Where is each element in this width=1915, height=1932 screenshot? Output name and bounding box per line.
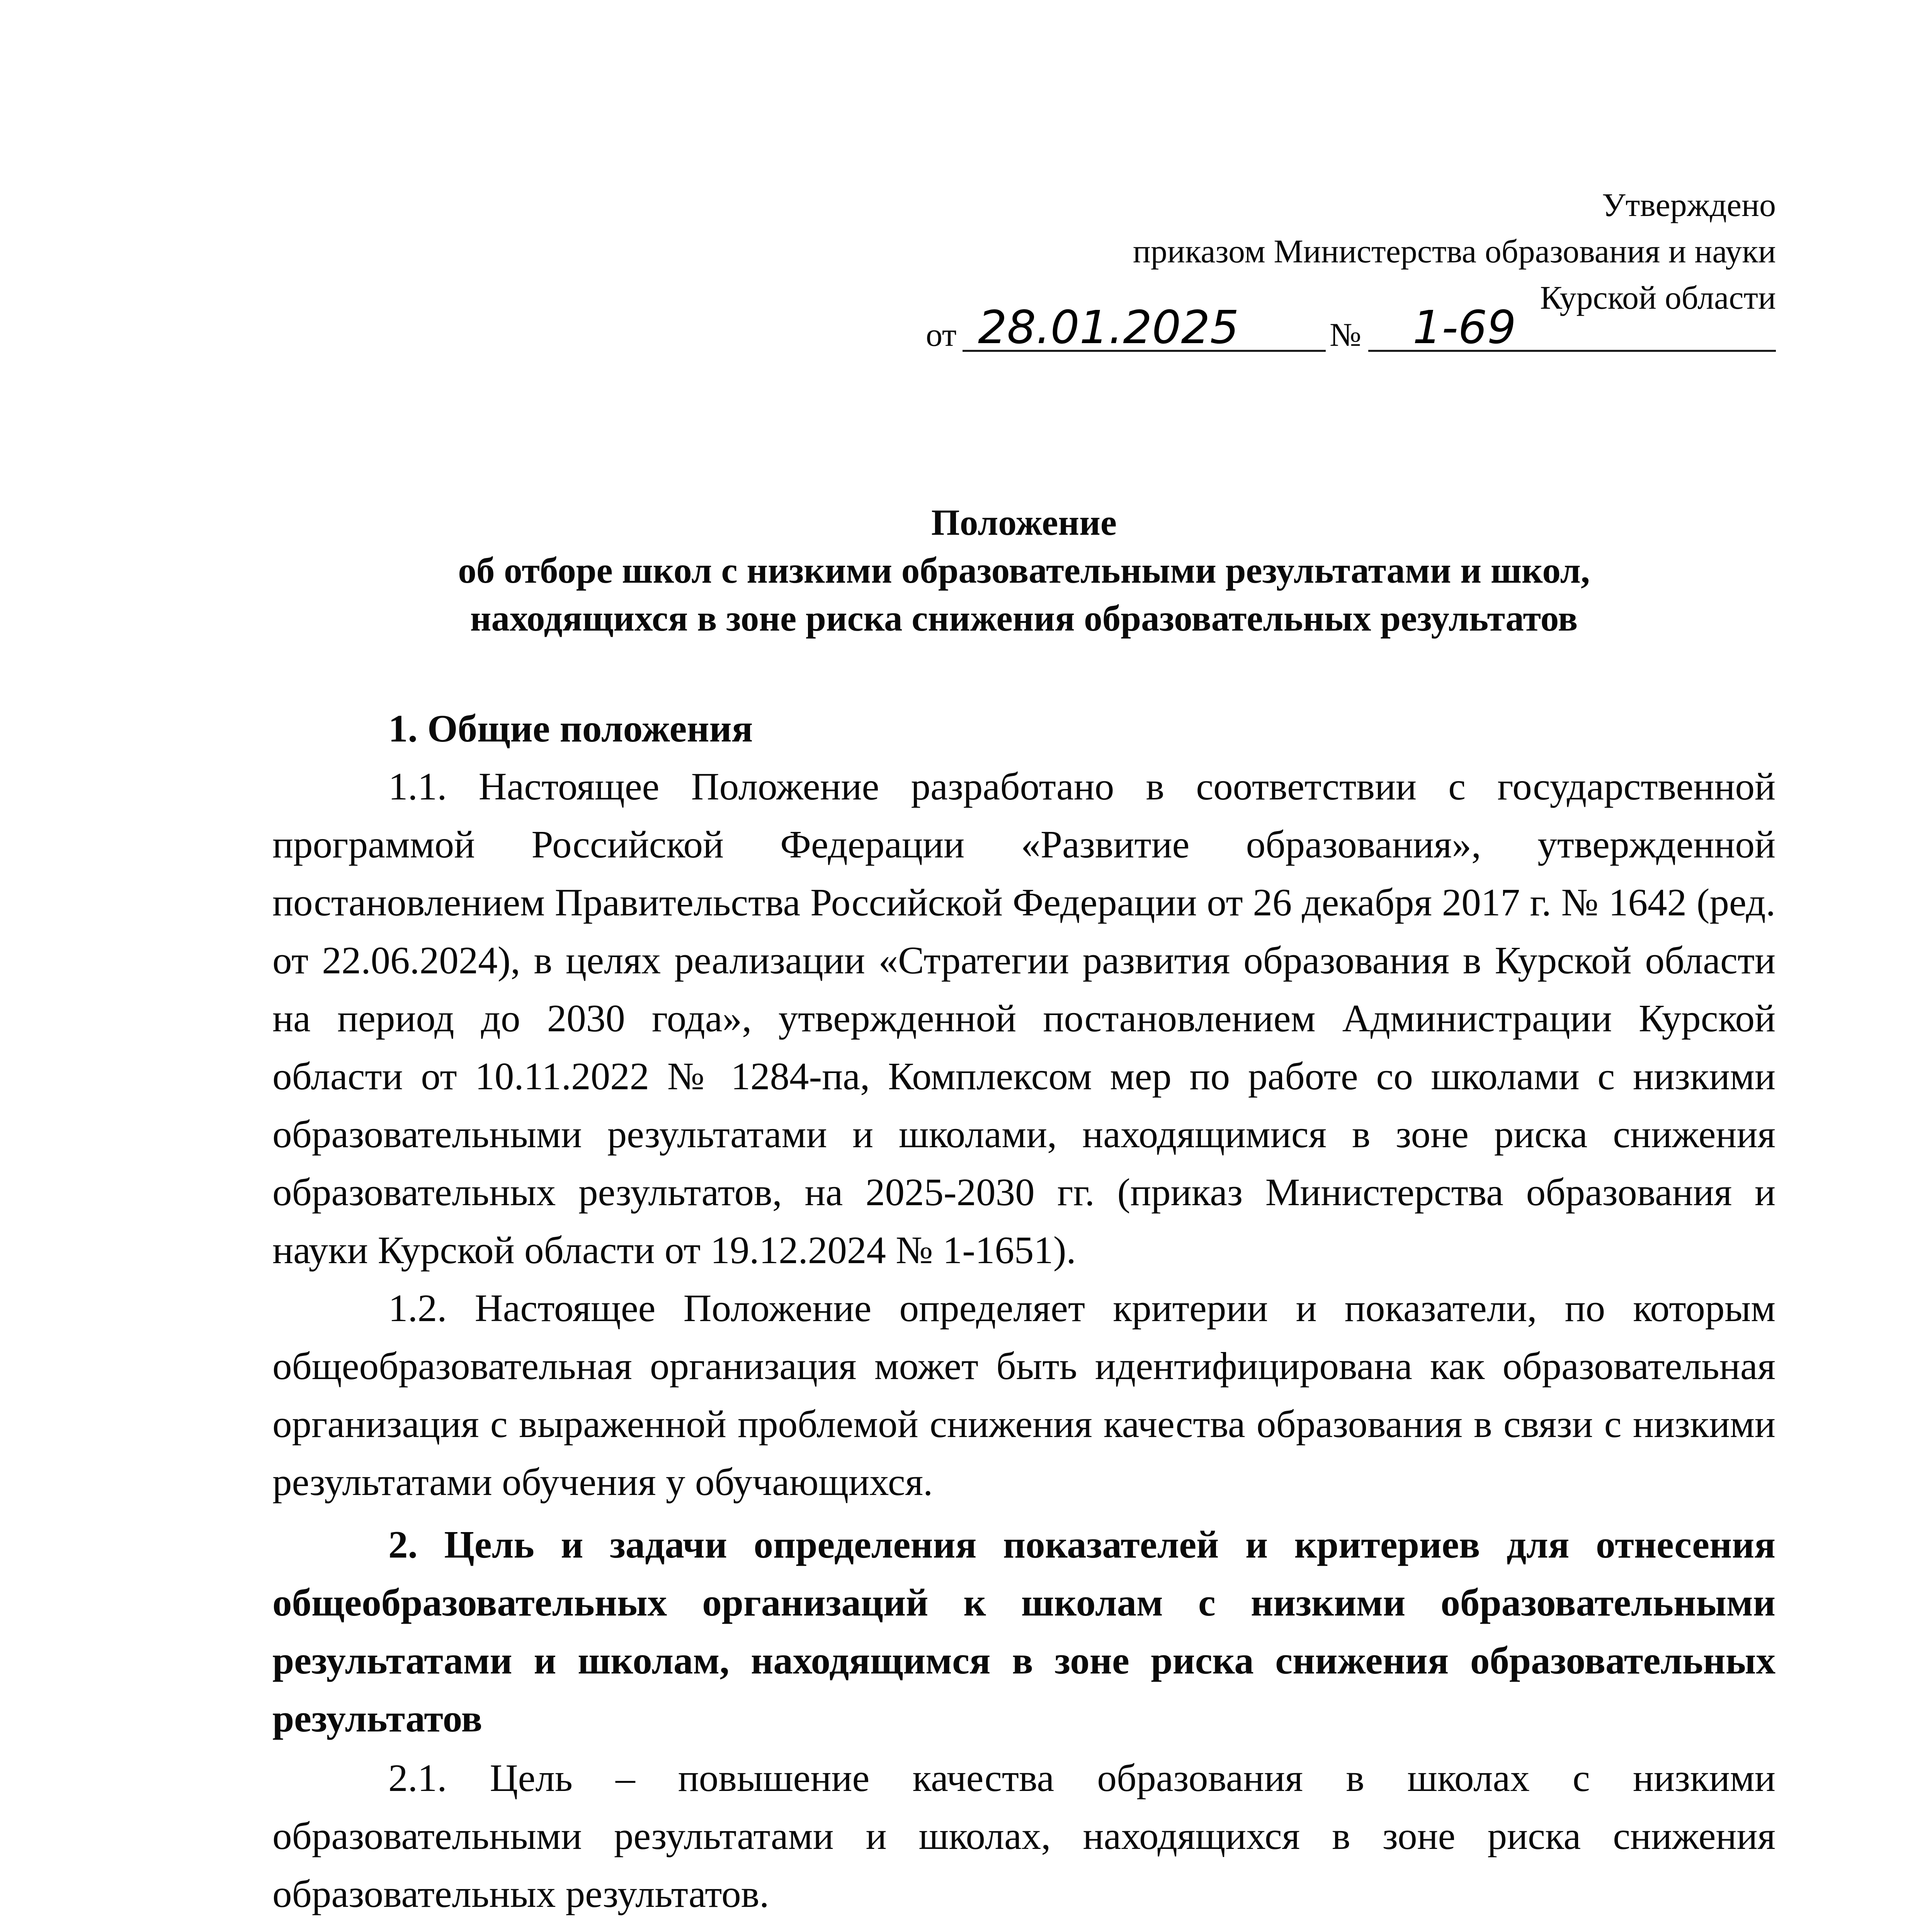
section-1-heading: 1. Общие положения	[388, 707, 753, 750]
number-sign: №	[1330, 316, 1362, 353]
title-line-2: об отборе школ с низкими образовательными результатами и школ,	[458, 550, 1590, 591]
approval-stamp	[771, 182, 1776, 321]
approval-date-number-row	[926, 305, 1776, 363]
date-prefix: от	[926, 316, 957, 353]
approval-line-1: Утверждено	[1602, 186, 1776, 223]
section-2-heading: 2. Цель и задачи определения показателей и критериев для отнесения общеобразовательных организаций к школам с низкими образовательными результатами и школам, находящимся в зоне риска снижения образовательных результатов	[272, 1523, 1776, 1740]
paragraph-1-2: 1.2. Настоящее Положение определяет критерии и показатели, по которым общеобразовательная организация может быть идентифицирована как образовательная организация с выраженной проблемой снижения качества образования в связи с низкими результатами обучения у обучающихся.	[272, 1286, 1776, 1503]
document-title	[270, 498, 1777, 642]
title-line-1: Положение	[931, 502, 1117, 543]
paragraph-2-1: 2.1. Цель – повышение качества образования в школах с низкими образовательными результатами и школах, находящихся в зоне риска снижения образовательных результатов.	[272, 1756, 1776, 1915]
paragraph-1-1: 1.1. Настоящее Положение разработано в соответствии с государственной программой Российской Федерации «Развитие образования», утвержденной постановлением Правительства Российской Федерации от 26 декабря 2017 г. № 1642 (ред. от 22.06.2024), в целях реализации «Стратегии развития образования в Курской области на период до 2030 года», утвержденной постановлением Администрации Курской области от 10.11.2022 № 1284-па, Комплексом мер по работе со школами с низкими образовательными результатами и школами, находящимися в зоне риска снижения образовательных результатов, на 2025-2030 гг. (приказ Министерства образования и науки Курской области от 19.12.2024 № 1-1651).	[272, 765, 1776, 1272]
handwritten-number: 1-69	[1413, 305, 1516, 354]
approval-line-3: Курской области	[1540, 279, 1776, 316]
title-line-3: находящихся в зоне риска снижения образовательных результатов	[470, 598, 1578, 639]
handwritten-date: 28.01.2025	[978, 305, 1239, 354]
document-body	[272, 699, 1776, 1932]
approval-line-2: приказом Министерства образования и науки	[1133, 233, 1776, 270]
approval-fields-svg	[926, 305, 1776, 363]
